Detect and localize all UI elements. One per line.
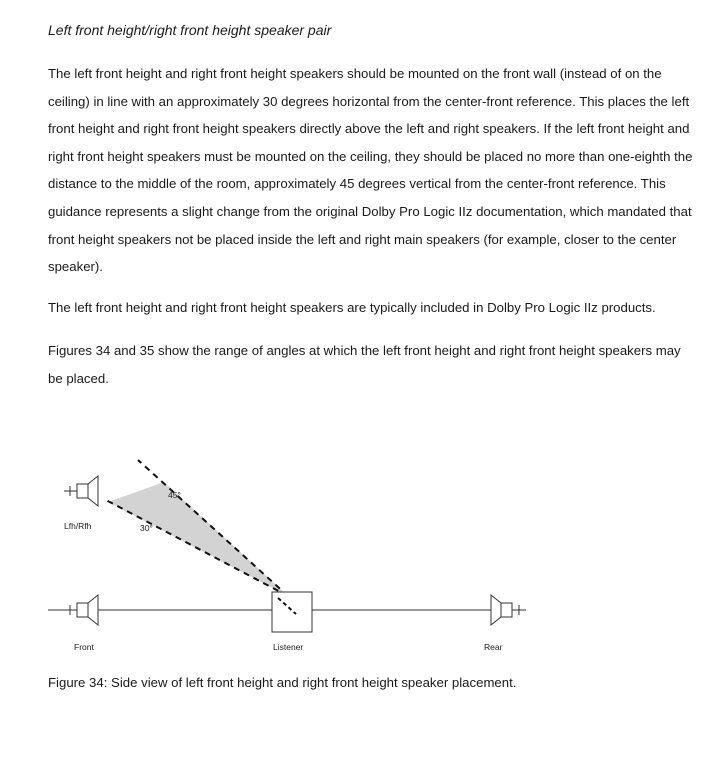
angle-30-label: 30° xyxy=(140,523,153,533)
angle-45-label: 45° xyxy=(168,490,181,500)
paragraph-placement: The left front height and right front height speakers should be mounted on the front wall (instead of on the ceiling) in line with an approximately 30 degrees horizontal from the center-front reference. This places the left front height and right front height speakers directly above the left and right speakers. If the left front height and right front height speakers must be mounted on the ceiling, they should be placed no more than one-eighth the distance to the middle of the room, approximately 45 degrees vertical from the center-front reference. This guidance represents a slight change from the original Dolby Pro Logic IIz documentation, which mandated that front height speakers not be placed inside the left and right main speakers (for example, closer to the center speaker). xyxy=(48,66,693,275)
front-label: Front xyxy=(74,642,94,652)
rear-speaker-icon xyxy=(491,595,526,625)
section-heading: Left front height/right front height speaker pair xyxy=(48,22,332,38)
listener-label: Listener xyxy=(273,642,304,652)
lfh-rfh-speaker-icon xyxy=(64,476,98,506)
rear-label: Rear xyxy=(484,642,503,652)
lfh-rfh-label: Lfh/Rfh xyxy=(64,521,92,531)
angle-range-wedge xyxy=(108,482,288,596)
figure-caption: Figure 34: Side view of left front height and right front height speaker placement. xyxy=(48,675,517,690)
speaker-placement-diagram xyxy=(40,448,580,663)
front-speaker-icon xyxy=(64,595,98,625)
paragraph-figures: Figures 34 and 35 show the range of angles at which the left front height and right front height speakers may be placed. xyxy=(48,343,681,386)
paragraph-products: The left front height and right front height speakers are typically included in Dolby Pro Logic IIz products. xyxy=(48,300,656,315)
